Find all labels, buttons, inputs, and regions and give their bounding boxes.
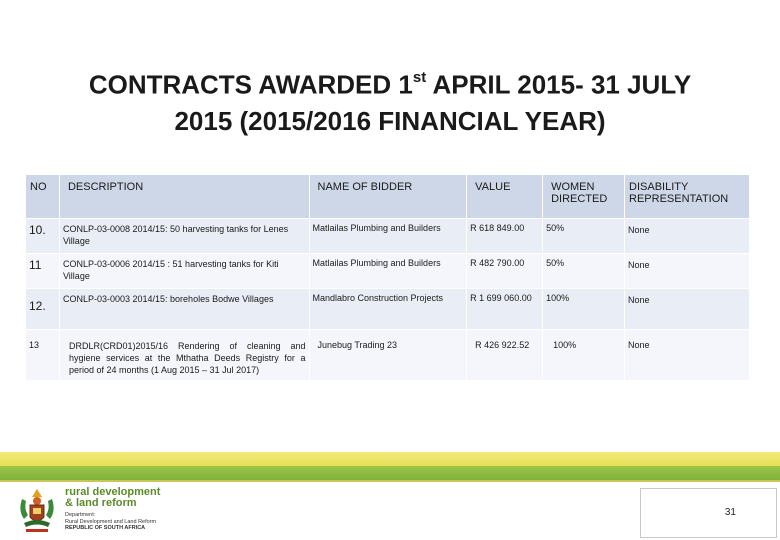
cell-description: DRDLR(CRD01)2015/16 Rendering of cleaning and hygiene services at the Mthatha Deeds Registry for a period of 24 months (1 Aug 2015 – 31 Jul 2017) — [59, 330, 309, 381]
footer-band-yellow — [0, 452, 780, 466]
header-description: DESCRIPTION — [59, 175, 309, 219]
cell-no: 10. — [26, 219, 60, 254]
cell-description: CONLP-03-0008 2014/15: 50 harvesting tanks for Lenes Village — [59, 219, 309, 254]
cell-description: CONLP-03-0006 2014/15 : 51 harvesting tanks for Kiti Village — [59, 254, 309, 289]
cell-women: 50% — [543, 219, 625, 254]
cell-women: 50% — [543, 254, 625, 289]
table-row — [26, 289, 750, 330]
title-line-2: 2015 (2015/2016 FINANCIAL YEAR) — [174, 105, 606, 136]
contracts-table — [25, 174, 750, 381]
page-number: 31 — [724, 507, 736, 518]
cell-bidder: Junebug Trading 23 — [309, 330, 467, 381]
table-header-row — [26, 175, 750, 219]
cell-value: R 482 790.00 — [467, 254, 543, 289]
cell-women: 100% — [543, 289, 625, 330]
cell-bidder: Mandlabro Construction Projects — [309, 289, 467, 330]
department-caption: Department: Rural Development and Land Reform REPUBLIC OF SOUTH AFRICA — [65, 512, 157, 531]
cell-value: R 618 849.00 — [467, 219, 543, 254]
table-row — [26, 254, 750, 289]
footer-band-green — [0, 466, 780, 480]
cell-disability: None — [625, 219, 750, 254]
cell-bidder: Matlailas Plumbing and Builders — [309, 254, 467, 289]
cell-disability: None — [625, 289, 750, 330]
brand-wordmark: rural development & land reform — [65, 486, 161, 509]
header-no: NO — [26, 175, 60, 219]
department-logo — [14, 487, 184, 537]
table-row — [26, 219, 750, 254]
cell-value: R 426 922.52 — [467, 330, 543, 381]
cell-no: 13 — [26, 330, 60, 381]
cell-disability: None — [625, 254, 750, 289]
title-line-1: CONTRACTS AWARDED 1st APRIL 2015- 31 JULY — [88, 69, 692, 100]
cell-description: CONLP-03-0003 2014/15: boreholes Bodwe Villages — [59, 289, 309, 330]
table-row — [26, 330, 750, 381]
footer-band-thin — [0, 480, 780, 482]
cell-value: R 1 699 060.00 — [467, 289, 543, 330]
header-value: VALUE — [467, 175, 543, 219]
cell-bidder: Matlailas Plumbing and Builders — [309, 219, 467, 254]
header-women: WOMEN DIRECTED — [543, 175, 625, 219]
cell-no: 12. — [26, 289, 60, 330]
cell-women: 100% — [543, 330, 625, 381]
cell-disability: None — [625, 330, 750, 381]
header-bidder: NAME OF BIDDER — [309, 175, 467, 219]
cell-no: 11 — [26, 254, 60, 289]
page-number-box — [640, 488, 777, 538]
header-disability: DISABILITY REPRESENTATION — [625, 175, 750, 219]
coat-of-arms-icon — [14, 487, 60, 535]
slide-title — [0, 62, 780, 139]
